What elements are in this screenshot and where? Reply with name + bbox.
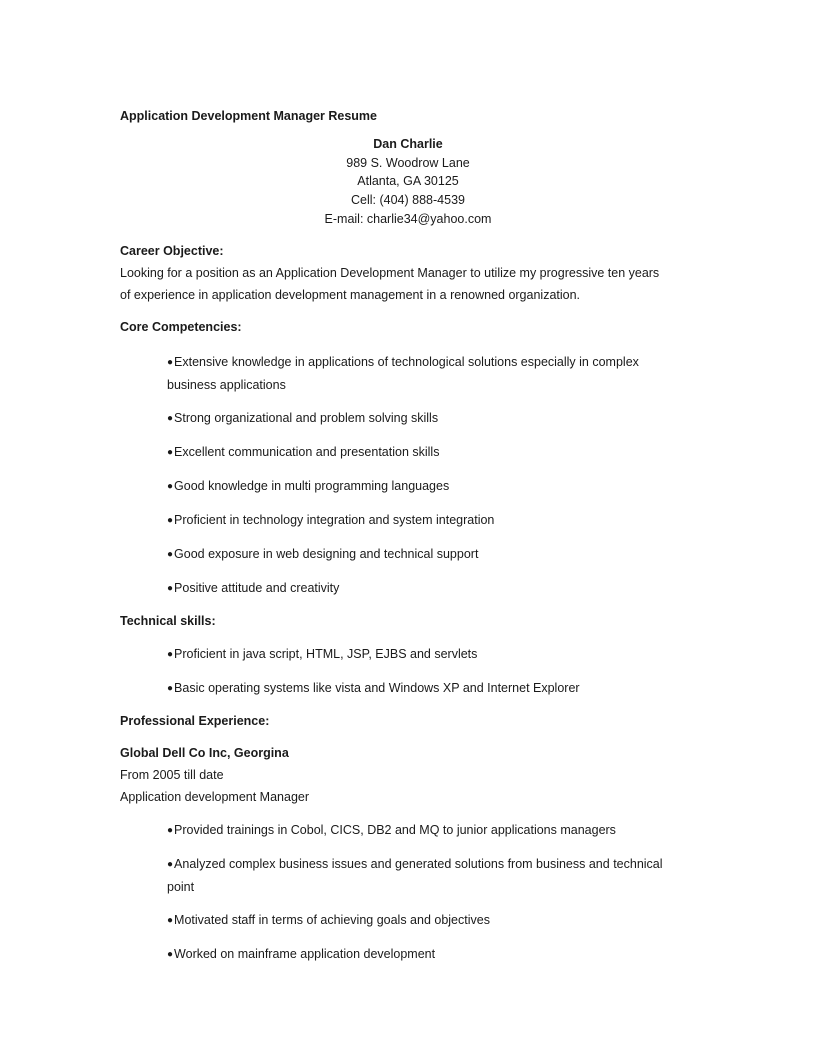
bullet-icon: ●: [167, 515, 174, 527]
contact-block: [120, 135, 696, 228]
bullet-text: Provided trainings in Cobol, CICS, DB2 and MQ to junior applications managers: [174, 823, 616, 838]
bullet-icon: ●: [167, 413, 174, 425]
contact-city: Atlanta, GA 30125: [357, 174, 459, 189]
bullet-text: Good exposure in web designing and technical support: [174, 547, 479, 562]
bullet-item: [120, 643, 700, 666]
bullet-item: [120, 407, 700, 430]
bullet-item: [120, 441, 700, 464]
resume-page: [120, 106, 700, 966]
bullet-icon: ●: [167, 549, 174, 561]
bullet-item: [120, 509, 700, 532]
bullet-icon: ●: [167, 357, 174, 369]
bullet-item: [120, 543, 700, 566]
bullet-text: Strong organizational and problem solving skills: [174, 411, 439, 426]
bullet-text: Basic operating systems like vista and Windows XP and Internet Explorer: [174, 681, 580, 696]
career-objective-line: of experience in application development management in a renowned organization.: [120, 288, 581, 303]
bullet-item: [120, 677, 700, 700]
technical-skills-heading: Technical skills:: [120, 614, 216, 629]
technical-skills-list: [120, 643, 700, 700]
bullet-icon: ●: [167, 859, 174, 871]
bullet-item: [120, 909, 700, 932]
career-objective-text: [120, 262, 700, 306]
bullet-text: Excellent communication and presentation skills: [174, 445, 440, 460]
bullet-item: [120, 577, 700, 600]
professional-experience-heading: Professional Experience:: [120, 714, 270, 729]
bullet-text: Extensive knowledge in applications of technological solutions especially in complex: [174, 355, 639, 370]
bullet-text: business applications: [167, 378, 286, 393]
bullet-text: Worked on mainframe application development: [174, 947, 436, 962]
bullet-icon: ●: [167, 825, 174, 837]
company-name: Global Dell Co Inc, Georgina: [120, 746, 289, 761]
experience-list: [120, 819, 700, 966]
job-role: Application development Manager: [120, 790, 310, 805]
contact-email: E-mail: charlie34@yahoo.com: [324, 211, 492, 226]
employment-period: From 2005 till date: [120, 768, 224, 783]
career-objective-line: Looking for a position as an Application Development Manager to utilize my progressive ten years: [120, 266, 660, 281]
bullet-icon: ●: [167, 949, 174, 961]
bullet-icon: ●: [167, 583, 174, 595]
bullet-text: Proficient in java script, HTML, JSP, EJBS and servlets: [174, 647, 478, 662]
bullet-item: [120, 853, 700, 898]
bullet-icon: ●: [167, 683, 174, 695]
bullet-text: Proficient in technology integration and system integration: [174, 513, 495, 528]
contact-cell: Cell: (404) 888-4539: [351, 193, 465, 208]
career-objective-heading: Career Objective:: [120, 244, 224, 259]
contact-street: 989 S. Woodrow Lane: [346, 155, 470, 170]
bullet-icon: ●: [167, 649, 174, 661]
bullet-icon: ●: [167, 481, 174, 493]
bullet-icon: ●: [167, 915, 174, 927]
bullet-text: Motivated staff in terms of achieving goals and objectives: [174, 913, 490, 928]
bullet-item: [120, 475, 700, 498]
document-title: Application Development Manager Resume: [120, 109, 378, 123]
bullet-text: Positive attitude and creativity: [174, 581, 340, 596]
core-competencies-heading: Core Competencies:: [120, 320, 242, 335]
bullet-item: [120, 943, 700, 966]
bullet-text: point: [167, 880, 195, 895]
bullet-item: [120, 351, 700, 396]
bullet-text: Good knowledge in multi programming languages: [174, 479, 450, 494]
contact-name: Dan Charlie: [373, 137, 443, 151]
bullet-icon: ●: [167, 447, 174, 459]
bullet-item: [120, 819, 700, 842]
core-competencies-list: [120, 351, 700, 600]
bullet-text: Analyzed complex business issues and generated solutions from business and technical: [174, 857, 663, 872]
